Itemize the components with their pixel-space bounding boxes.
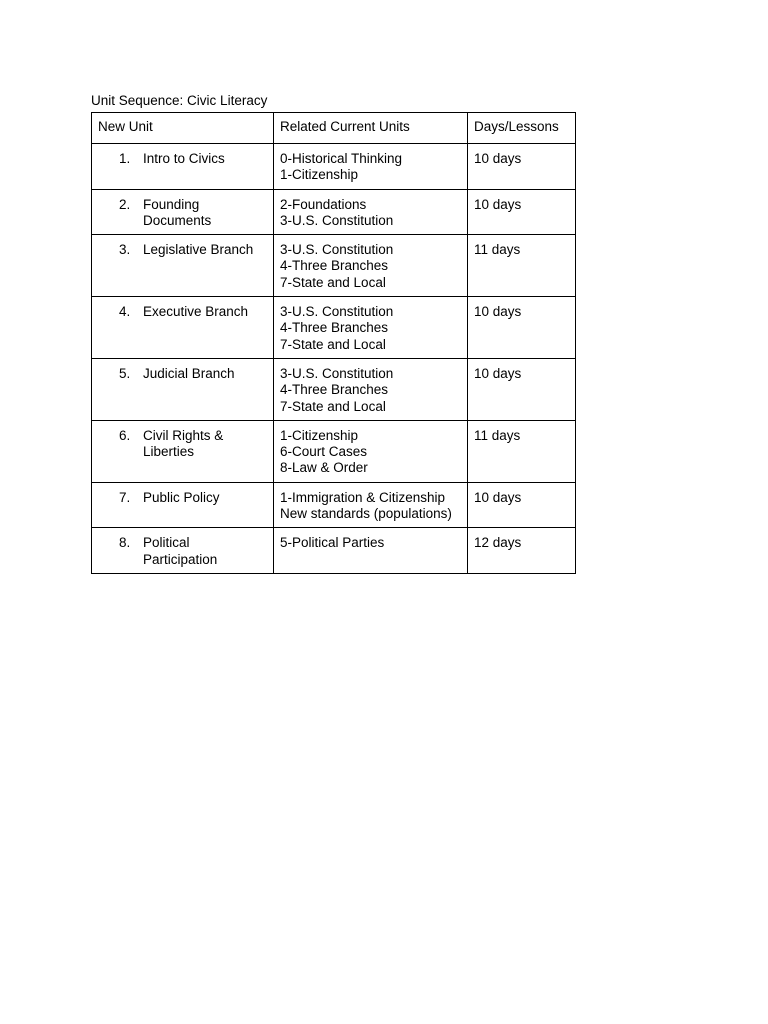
- related-unit-line: 3-U.S. Constitution: [280, 365, 394, 381]
- unit-name-line: Judicial Branch: [143, 365, 235, 381]
- unit-name-line: Founding: [143, 196, 200, 212]
- related-units-cell: [274, 528, 468, 574]
- related-units-cell: [274, 144, 468, 190]
- unit-name-line: Public Policy: [143, 489, 220, 505]
- new-unit-cell: [92, 420, 274, 482]
- table-row: [92, 235, 576, 297]
- days-lessons-cell: 12 days: [468, 528, 576, 574]
- unit-name-line: Legislative Branch: [143, 242, 254, 258]
- related-unit-line: 7-State and Local: [280, 274, 386, 290]
- table-row: [92, 189, 576, 235]
- header-days-lessons: Days/Lessons: [468, 113, 576, 144]
- header-new-unit: New Unit: [92, 113, 274, 144]
- unit-number: 1.: [119, 151, 131, 166]
- related-unit-line: 8-Law & Order: [280, 460, 368, 476]
- related-units-cell: [274, 235, 468, 297]
- related-units-cell: [274, 189, 468, 235]
- related-unit-line: 5-Political Parties: [280, 535, 385, 551]
- related-unit-line: 7-State and Local: [280, 336, 386, 352]
- related-unit-line: 6-Court Cases: [280, 444, 368, 460]
- unit-name-line: Political: [143, 535, 190, 551]
- unit-number: 4.: [119, 304, 131, 320]
- related-unit-line: 7-State and Local: [280, 398, 386, 414]
- days-lessons-cell: 10 days: [468, 358, 576, 420]
- document-title: Unit Sequence: Civic Literacy: [91, 93, 268, 108]
- unit-name-line: Participation: [143, 551, 218, 567]
- table-row: [92, 420, 576, 482]
- related-unit-line: 2-Foundations: [280, 196, 367, 212]
- related-unit-line: 1-Immigration & Citizenship: [280, 489, 446, 505]
- table-row: [92, 528, 576, 574]
- related-unit-line: 4-Three Branches: [280, 320, 389, 336]
- related-unit-line: 1-Citizenship: [280, 427, 359, 443]
- related-units-cell: [274, 420, 468, 482]
- table-row: [92, 144, 576, 190]
- table-body: [92, 144, 576, 574]
- new-unit-cell: [92, 144, 274, 190]
- new-unit-cell: [92, 235, 274, 297]
- unit-number: 7.: [119, 489, 131, 505]
- new-unit-cell: [92, 189, 274, 235]
- table-row: [92, 297, 576, 359]
- days-lessons-cell: 10 days: [468, 297, 576, 359]
- unit-name-line: Intro to Civics: [143, 151, 225, 166]
- related-unit-line: 3-U.S. Constitution: [280, 212, 394, 228]
- new-unit-cell: [92, 482, 274, 528]
- related-units-cell: [274, 358, 468, 420]
- unit-name-line: Executive Branch: [143, 304, 249, 320]
- unit-number: 8.: [119, 535, 131, 551]
- new-unit-cell: [92, 297, 274, 359]
- table-row: [92, 358, 576, 420]
- related-unit-line: 3-U.S. Constitution: [280, 304, 394, 320]
- related-unit-line: 1-Citizenship: [280, 167, 359, 183]
- table-header-row: [92, 113, 576, 144]
- header-related-current-units: Related Current Units: [274, 113, 468, 144]
- unit-name-line: Civil Rights &: [143, 427, 224, 443]
- unit-name-line: Documents: [143, 212, 212, 228]
- related-unit-line: New standards (populations): [280, 506, 452, 522]
- new-unit-cell: [92, 358, 274, 420]
- unit-name-line: Liberties: [143, 444, 195, 460]
- days-lessons-cell: 10 days: [468, 189, 576, 235]
- related-units-cell: [274, 297, 468, 359]
- days-lessons-cell: 10 days: [468, 144, 576, 190]
- related-unit-line: 0-Historical Thinking: [280, 151, 403, 166]
- related-units-cell: [274, 482, 468, 528]
- table-row: [92, 482, 576, 528]
- unit-number: 5.: [119, 365, 131, 381]
- days-lessons-cell: 10 days: [468, 482, 576, 528]
- days-lessons-cell: 11 days: [468, 420, 576, 482]
- new-unit-cell: [92, 528, 274, 574]
- unit-sequence-table: [91, 112, 576, 574]
- unit-number: 6.: [119, 427, 131, 443]
- days-lessons-cell: 11 days: [468, 235, 576, 297]
- related-unit-line: 3-U.S. Constitution: [280, 242, 394, 258]
- unit-number: 3.: [119, 242, 131, 258]
- related-unit-line: 4-Three Branches: [280, 382, 389, 398]
- related-unit-line: 4-Three Branches: [280, 258, 389, 274]
- unit-number: 2.: [119, 196, 131, 212]
